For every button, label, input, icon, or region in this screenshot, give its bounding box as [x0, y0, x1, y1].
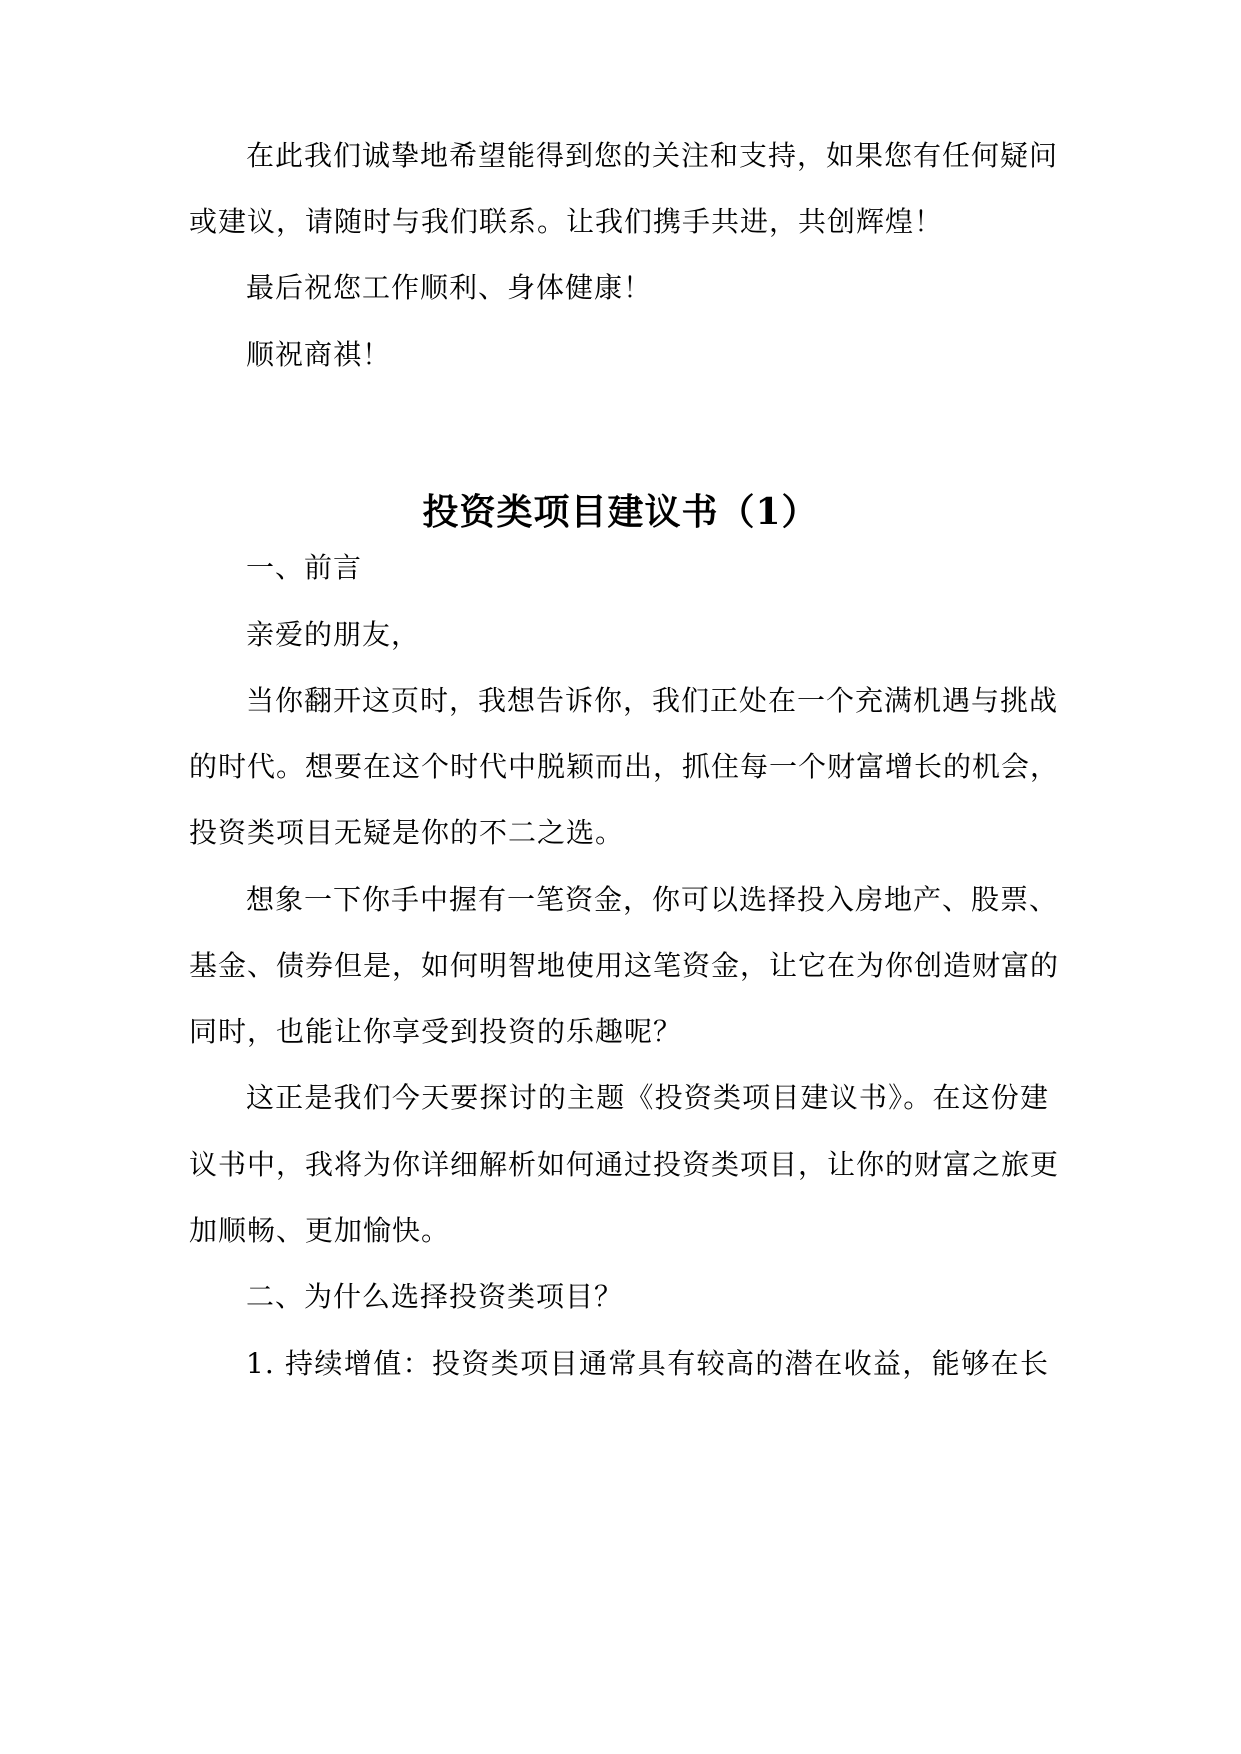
closing-paragraph-line: 在此我们诚挚地希望能得到您的关注和支持，如果您有任何疑问 — [246, 139, 1059, 172]
greeting: 亲爱的朋友， — [246, 618, 421, 651]
paragraph-line: 投资类项目无疑是你的不二之选。 — [189, 816, 625, 849]
closing-salutation: 顺祝商祺！ — [246, 338, 392, 371]
paragraph-line: 加顺畅、更加愉快。 — [189, 1214, 451, 1247]
closing-wishes: 最后祝您工作顺利、身体健康！ — [246, 271, 653, 304]
paragraph-line: 同时，也能让你享受到投资的乐趣呢？ — [189, 1015, 683, 1048]
paragraph-line: 的时代。想要在这个时代中脱颖而出，抓住每一个财富增长的机会， — [189, 750, 1060, 783]
section-heading: 二、为什么选择投资类项目？ — [246, 1280, 624, 1313]
list-item-line: 1. 持续增值：投资类项目通常具有较高的潜在收益，能够在长 — [246, 1347, 1049, 1380]
section-heading: 一、前言 — [246, 551, 363, 584]
paragraph-line: 基金、债券但是，如何明智地使用这笔资金，让它在为你创造财富的 — [189, 949, 1060, 982]
paragraph-line: 当你翻开这页时，我想告诉你，我们正处在一个充满机遇与挑战 — [246, 684, 1059, 717]
paragraph-line: 这正是我们今天要探讨的主题《投资类项目建议书》。在这份建 — [246, 1081, 1049, 1114]
paragraph-line: 想象一下你手中握有一笔资金，你可以选择投入房地产、股票、 — [246, 883, 1059, 916]
paragraph-line: 议书中，我将为你详细解析如何通过投资类项目，让你的财富之旅更 — [189, 1148, 1060, 1181]
closing-paragraph-line: 或建议，请随时与我们联系。让我们携手共进，共创辉煌！ — [189, 205, 944, 238]
document-title: 投资类项目建议书（1） — [422, 491, 819, 533]
